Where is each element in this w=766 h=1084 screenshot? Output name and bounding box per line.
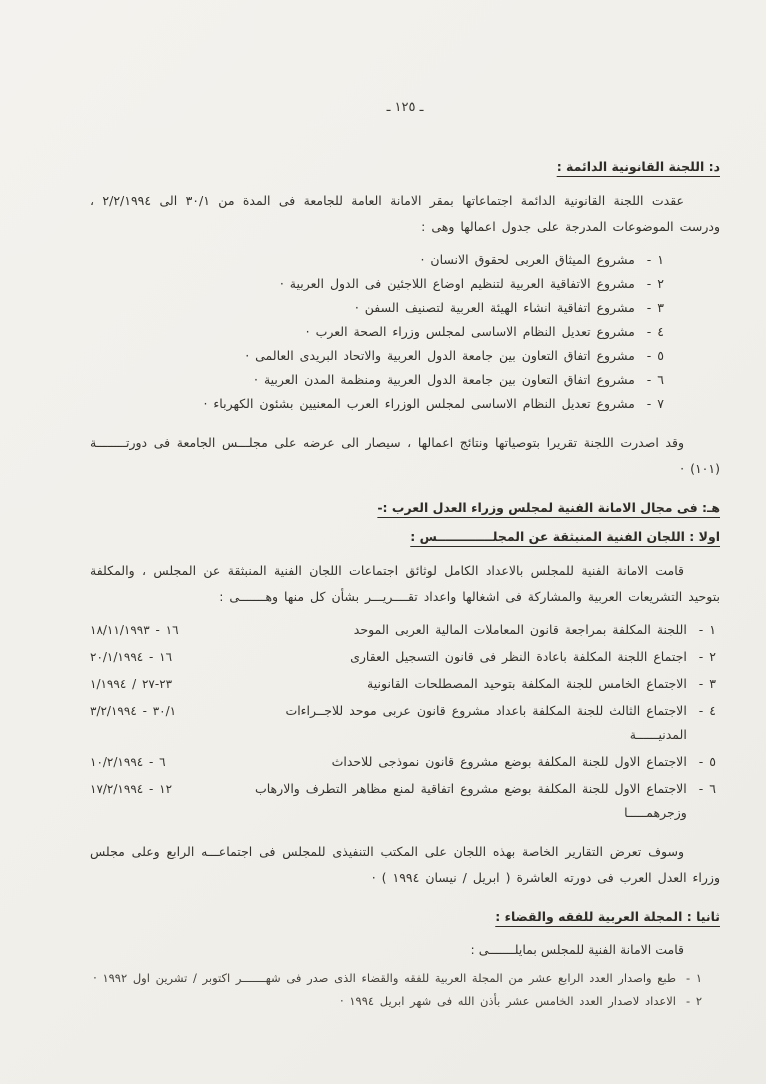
- list-item: [90, 968, 702, 988]
- list-item: [90, 272, 664, 296]
- item-number: ٦ -: [698, 781, 716, 796]
- committee-main: [218, 672, 716, 696]
- magazine-items-list: [90, 968, 720, 1011]
- committee-date: ١٦ - ٢٠/١/١٩٩٤: [90, 650, 173, 664]
- item-text: مشروع اتفاقية انشاء الهيئة العربية لتصنيف السفن ·: [354, 300, 635, 315]
- list-item: [90, 320, 664, 344]
- committee-text: الاجتماع الاول للجنة المكلفة بوضع مشروع اتفاقية لمنع مظاهر التطرف والارهاب وزجرهمـــــا: [254, 781, 687, 820]
- subsection-second-intro: قامت الامانة الفنية للمجلس بمايلـــــــى :: [470, 942, 684, 957]
- item-number: ٦ -: [646, 372, 664, 387]
- page-number: ـ ١٢٥ ـ: [386, 100, 424, 115]
- committee-date: ١٢ - ١٧/٢/١٩٩٤: [90, 782, 173, 796]
- subsection-first-heading: اولا : اللجان الفنية المنبثقة عن المجلـــــــــــــس :: [410, 529, 720, 544]
- agenda-items-list: [90, 248, 720, 416]
- committee-main: [218, 750, 716, 774]
- item-number: ٢ -: [686, 994, 702, 1008]
- item-text: مشروع اتفاق التعاون بين جامعة الدول العربية ومنظمة المدن العربية ·: [254, 372, 635, 387]
- list-item: [90, 392, 664, 416]
- committee-date: ٣٠/١ - ٣/٢/١٩٩٤: [90, 704, 177, 718]
- item-number: ٤ -: [646, 324, 664, 339]
- committee-row: [90, 750, 716, 774]
- item-number: ١ -: [698, 622, 716, 637]
- section-d-heading: د: اللجنة القانونية الدائمة :: [556, 159, 720, 174]
- section-permanent-legal-committee: [90, 159, 720, 482]
- committee-text: الاجتماع الثالث للجنة المكلفة باعداد مشروع قانون عربى موحد للاجــراءات المدنيــــــة: [285, 703, 687, 742]
- item-text: مشروع تعديل النظام الاساسى لمجلس وزراء الصحة العرب ·: [305, 324, 635, 339]
- item-text: مشروع اتفاق التعاون بين جامعة الدول العربية والاتحاد البريدى العالمى ·: [245, 348, 635, 363]
- item-number: ٣ -: [698, 676, 716, 691]
- committee-text: اجتماع اللجنة المكلفة باعادة النظر فى قانون التسجيل العقارى: [350, 649, 687, 664]
- committee-date: ٦ - ١٠/٢/١٩٩٤: [90, 755, 166, 769]
- item-number: ٥ -: [698, 754, 716, 769]
- item-number: ١ -: [646, 252, 664, 267]
- subsection-first-closing: وسوف تعرض التقارير الخاصة بهذه اللجان على المكتب التنفيذى للمجلس فى اجتماعـــه الرابع وعلى مجلس وزراء العدل العرب فى دورته العاشرة ( ابريل / نيسان ١٩٩٤ ) ·: [90, 844, 720, 885]
- committee-row: [90, 672, 716, 696]
- committee-main: [218, 645, 716, 669]
- committee-row: [90, 777, 716, 825]
- item-number: ٣ -: [646, 300, 664, 315]
- item-number: ١ -: [686, 971, 702, 985]
- item-number: ٤ -: [698, 703, 716, 718]
- section-d-closing: وقد اصدرت اللجنة تقريرا بتوصياتها ونتائج اعمالها ، سيصار الى عرضه على مجلـــس الجامعة فى دورتــــــــة (١٠١) ·: [90, 435, 720, 476]
- item-text: طبع واصدار العدد الرابع عشر من المجلة العربية للفقه والقضاء الذى صدر فى شهـــــــر اكتوبر / تشرين اول ١٩٩٢ ·: [93, 971, 676, 985]
- committee-row: [90, 618, 716, 642]
- item-text: الاعداد لاصدار العدد الخامس عشر بأذن الله فى شهر ابريل ١٩٩٤ ·: [340, 994, 676, 1008]
- committees-list: [90, 618, 720, 825]
- list-item: [90, 991, 702, 1011]
- list-item: [90, 296, 664, 320]
- list-item: [90, 248, 664, 272]
- item-number: ٢ -: [646, 276, 664, 291]
- subsection-second-heading: ثانيا : المجلة العربية للفقه والقضاء :: [495, 909, 720, 924]
- section-e-heading: هـ: فى مجال الامانة الفنية لمجلس وزراء العدل العرب :-: [377, 500, 720, 515]
- committee-main: [218, 699, 716, 747]
- list-item: [90, 344, 664, 368]
- committee-date: ٢٣-٢٧ / ١/١٩٩٤: [90, 677, 173, 691]
- item-text: مشروع الاتفاقية العربية لتنظيم اوضاع اللاجئين فى الدول العربية ·: [279, 276, 635, 291]
- item-number: ٢ -: [698, 649, 716, 664]
- item-number: ٧ -: [646, 396, 664, 411]
- committee-text: اللجنة المكلفة بمراجعة قانون المعاملات المالية العربى الموحد: [353, 622, 687, 637]
- committee-row: [90, 699, 716, 747]
- subsection-first-intro: قامت الامانة الفنية للمجلس بالاعداد الكامل لوثائق اجتماعات اللجان الفنية المنبثقة عن المجلس ، والمكلفة بتوحيد التشريعات العربية والمشاركة فى اشغالها واعداد تقــــريـــر بشأن كل منها وهـــــــى :: [90, 563, 720, 604]
- item-number: ٥ -: [646, 348, 664, 363]
- committee-main: [218, 618, 716, 642]
- committee-row: [90, 645, 716, 669]
- item-text: مشروع الميثاق العربى لحقوق الانسان ·: [420, 252, 635, 267]
- committee-date: ١٦ - ١٨/١١/١٩٩٣: [90, 623, 179, 637]
- committee-text: الاجتماع الخامس للجنة المكلفة بتوحيد المصطلحات القانونية: [367, 676, 687, 691]
- section-technical-secretariat: [90, 500, 720, 1011]
- list-item: [90, 368, 664, 392]
- section-d-intro: عقدت اللجنة القانونية الدائمة اجتماعاتها بمقر الامانة العامة للجامعة فى المدة من ٣٠/١ الى ٢/٢/١٩٩٤ ، ودرست الموضوعات المدرجة على جدول اعمالها وهى :: [90, 193, 720, 234]
- committee-text: الاجتماع الاول للجنة المكلفة بوضع مشروع قانون نموذجى للاحداث: [331, 754, 687, 769]
- committee-main: [218, 777, 716, 825]
- item-text: مشروع تعديل النظام الاساسى لمجلس الوزراء العرب المعنيين بشئون الكهرباء ·: [203, 396, 635, 411]
